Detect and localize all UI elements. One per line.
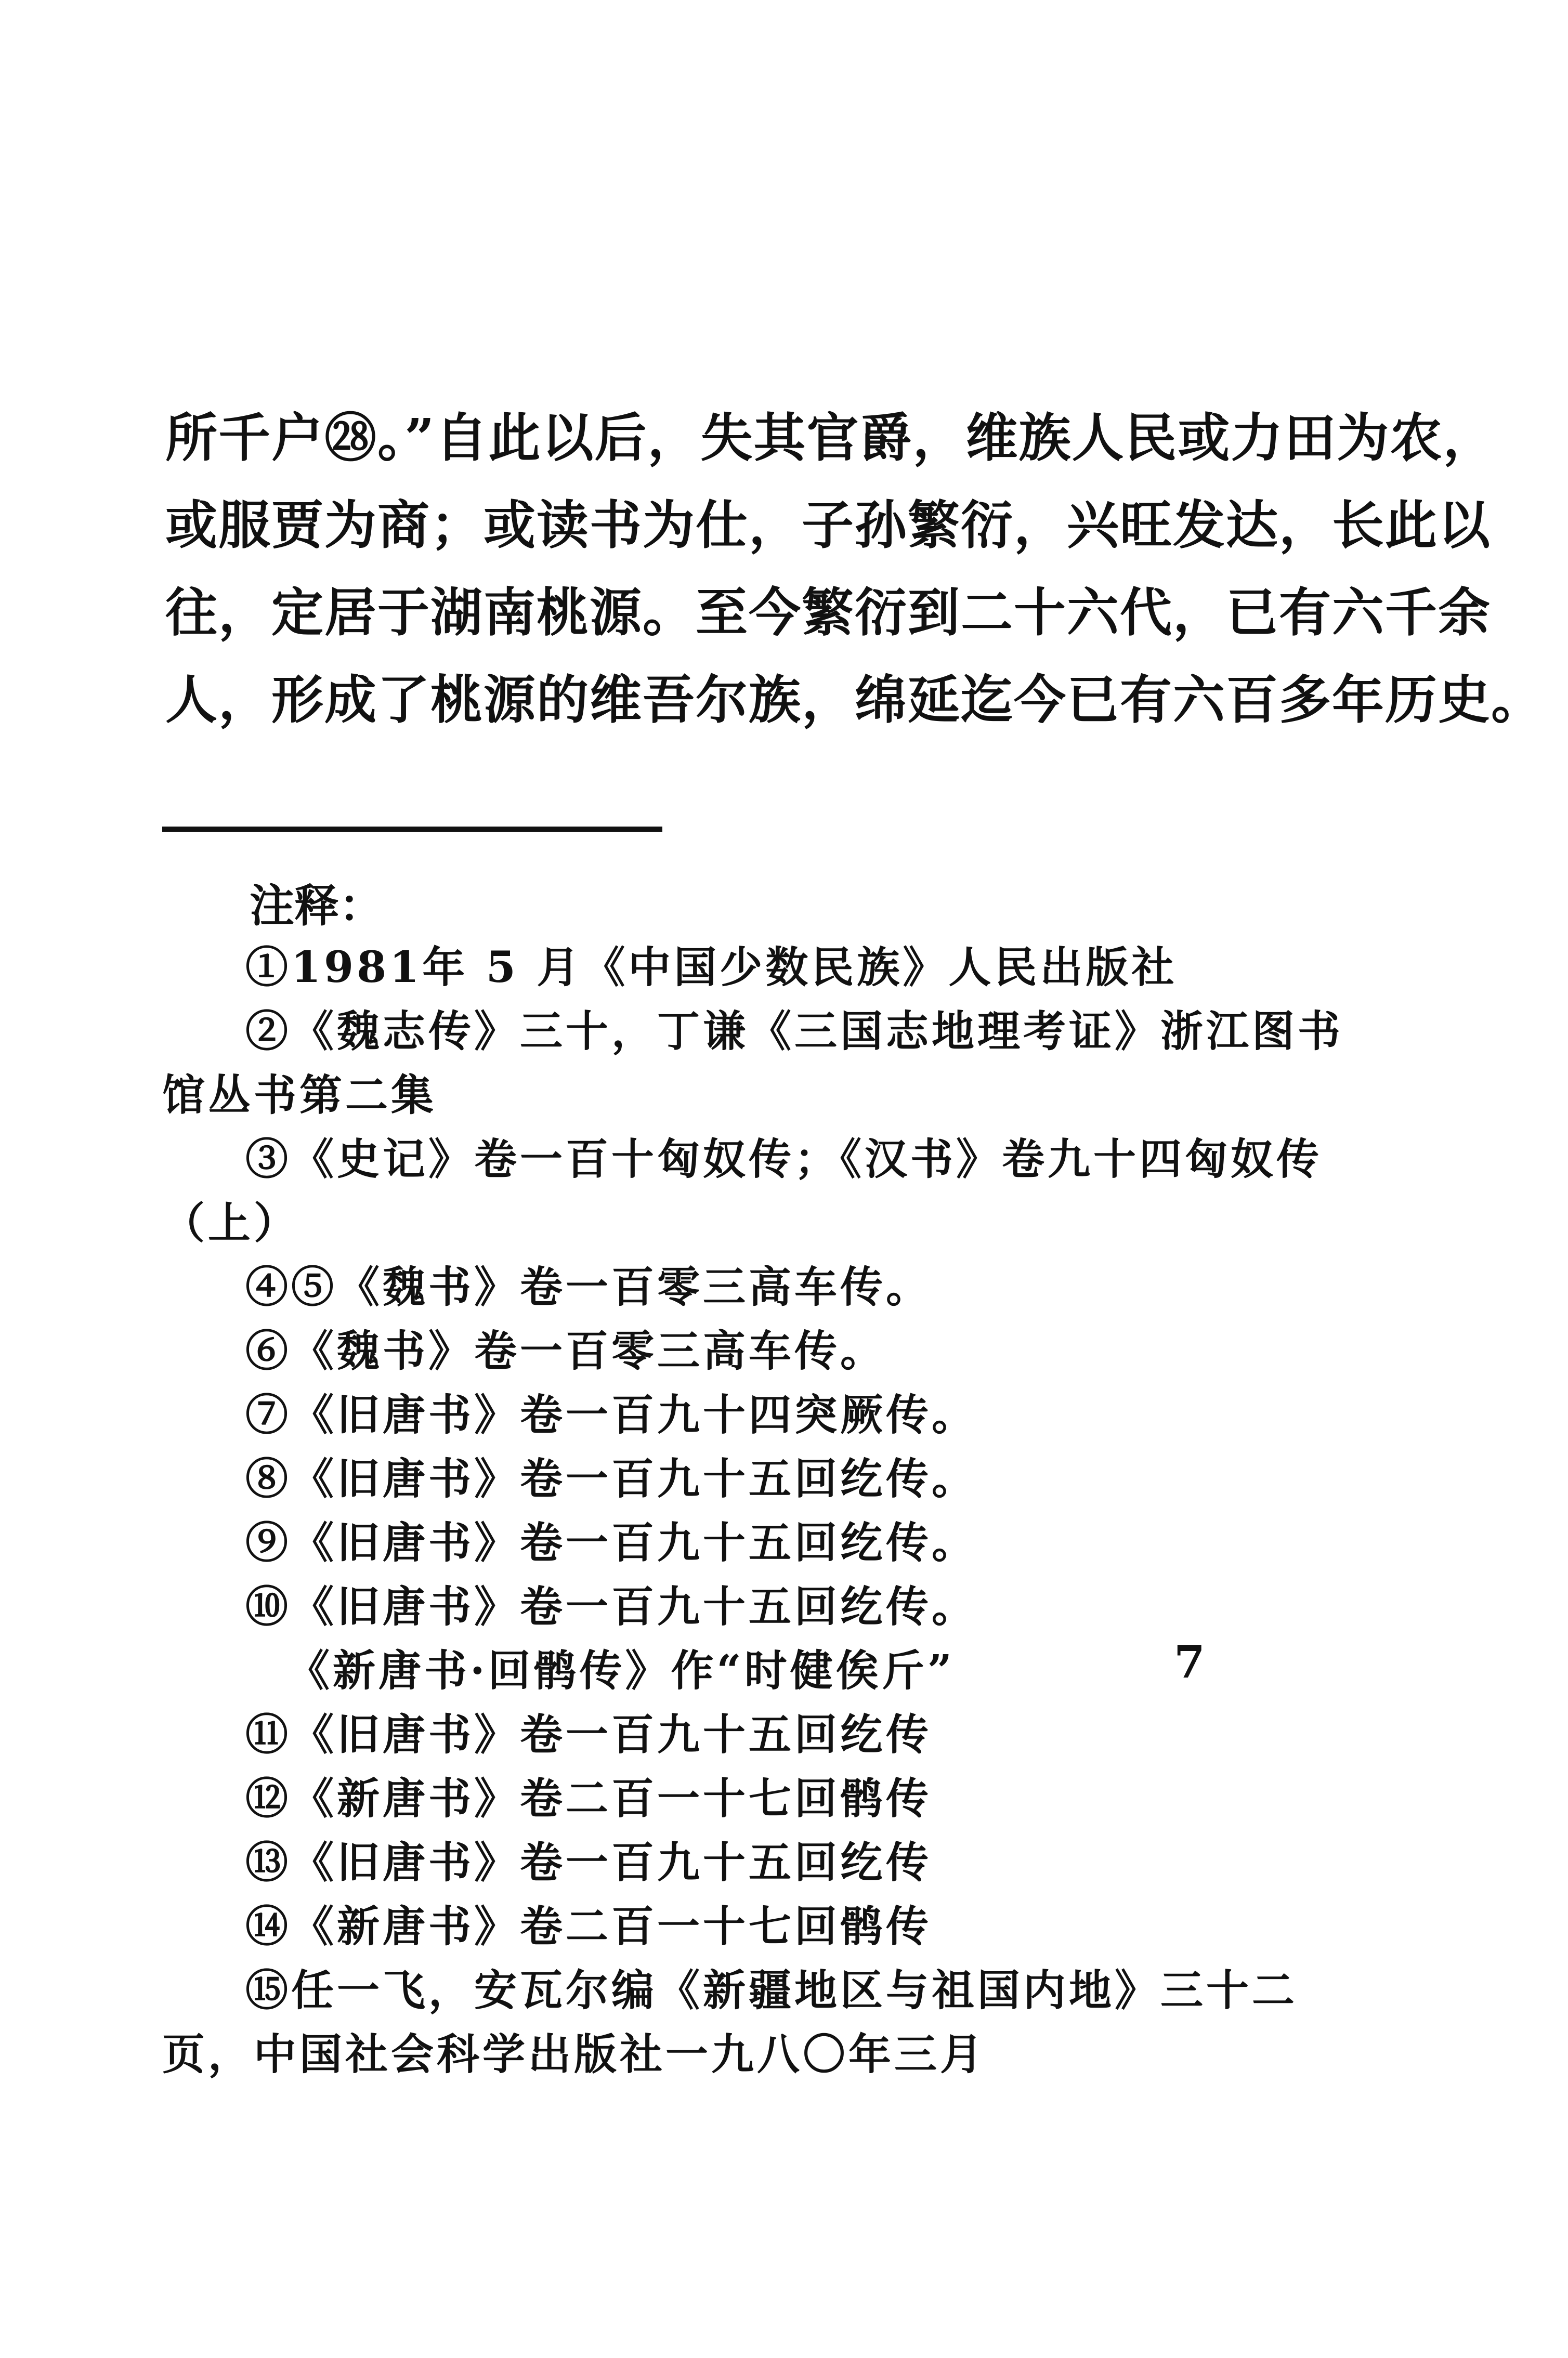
note-item: ⑫《新唐书》卷二百一十七回鹘传 bbox=[245, 1774, 932, 1824]
note-item: ⑬《旧唐书》卷一百九十五回纥传 bbox=[245, 1838, 932, 1888]
note-item: 页，中国社会科学出版社一九八〇年三月 bbox=[162, 2029, 986, 2079]
note-item: ⑭《新唐书》卷二百一十七回鹘传 bbox=[245, 1902, 932, 1951]
body-line: 或服贾为商；或读书为仕，子孙繁衍，兴旺发达，长此以 bbox=[165, 494, 1491, 556]
note-item: ⑨《旧唐书》卷一百九十五回纥传。 bbox=[245, 1518, 978, 1568]
note-item: ④⑤《魏书》卷一百零三高车传。 bbox=[245, 1262, 932, 1312]
body-line: 人，形成了桃源的维吾尔族，绵延迄今已有六百多年历史。 bbox=[165, 669, 1544, 730]
note-item: ⑩《旧唐书》卷一百九十五回纥传。 bbox=[245, 1582, 978, 1632]
note-item: ③《史记》卷一百十匈奴传；《汉书》卷九十四匈奴传 bbox=[245, 1134, 1323, 1184]
notes-list bbox=[162, 936, 1344, 2087]
body-line: 所千户㉘。”自此以后，失其官爵，维族人民或力田为农， bbox=[165, 407, 1496, 468]
note-item: ①1981年 5 月《中国少数民族》人民出版社 bbox=[245, 942, 1178, 992]
notes-title: 注释： bbox=[250, 880, 384, 932]
note-item: ⑮任一飞，安瓦尔编《新疆地区与祖国内地》三十二 bbox=[245, 1966, 1298, 2015]
note-item: 馆丛书第二集 bbox=[162, 1070, 437, 1120]
note-item: ⑧《旧唐书》卷一百九十五回纥传。 bbox=[245, 1454, 978, 1504]
page-number: 7 bbox=[1174, 1636, 1205, 1688]
note-item: 《新唐书·回鹘传》作“时健俟斤” bbox=[287, 1646, 955, 1696]
note-item: ⑪《旧唐书》卷一百九十五回纥传 bbox=[245, 1710, 932, 1760]
note-item: （上） bbox=[162, 1198, 300, 1248]
note-item: ②《魏志传》三十，丁谦《三国志地理考证》浙江图书 bbox=[245, 1006, 1344, 1056]
body-paragraph bbox=[165, 394, 1544, 743]
note-item: ⑦《旧唐书》卷一百九十四突厥传。 bbox=[245, 1390, 978, 1440]
footnote-separator bbox=[162, 827, 662, 832]
note-item: ⑥《魏书》卷一百零三高车传。 bbox=[245, 1326, 886, 1376]
body-line: 往，定居于湖南桃源。至今繁衍到二十六代，已有六千余 bbox=[165, 582, 1491, 643]
